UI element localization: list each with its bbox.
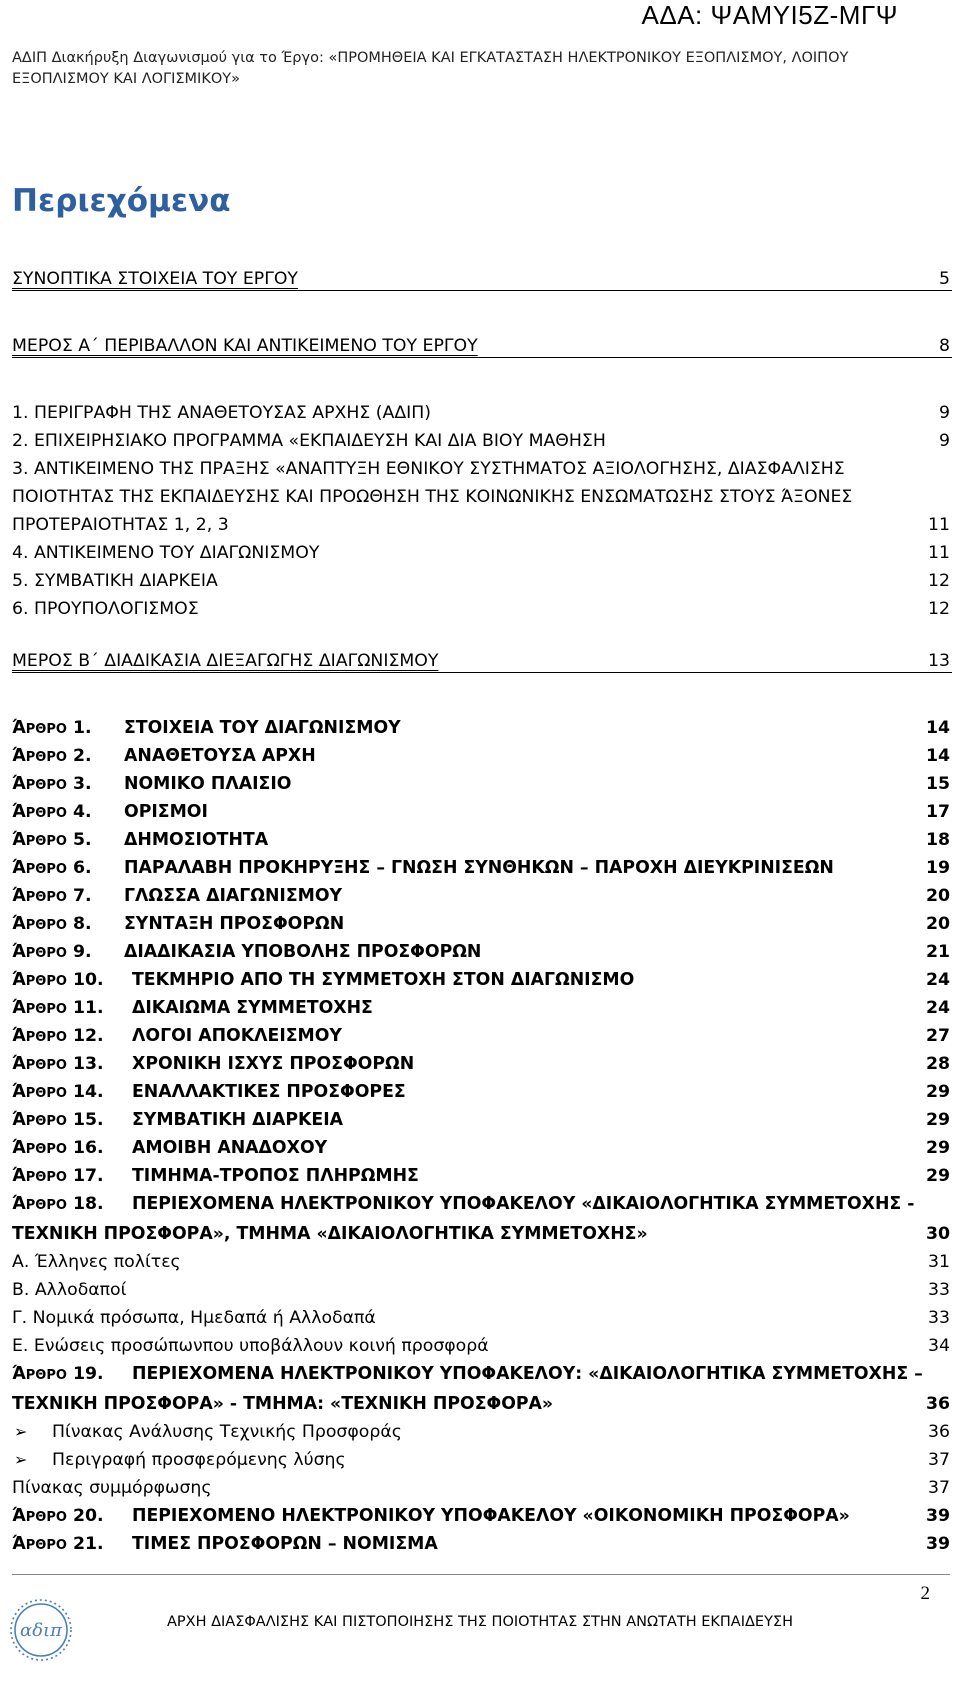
- article-prefix: ΆΡΘΡΟ: [12, 886, 67, 906]
- toc-section[interactable]: [12, 647, 952, 714]
- article-prefix: ΆΡΘΡΟ: [12, 1506, 67, 1526]
- article-number: 14.: [72, 1082, 104, 1102]
- document-header: ΑΔΙΠ Διακήρυξη Διαγωνισμού για το Έργο: «ΠΡΟΜΗΘΕΙΑ ΚΑΙ ΕΓΚΑΤΑΣΤΑΣΗ ΗΛΕΚΤΡΟΝΙΚΟΥ ΕΞΟΠΛΙΣΜΟΥ, ΛΟΙΠΟΥ ΕΞΟΠΛΙΣΜΟΥ ΚΑΙ ΛΟΓΙΣΜΙΚΟΥ»: [12, 50, 849, 87]
- toc-item-title: [12, 1106, 952, 1136]
- toc-page-number: 18: [925, 830, 950, 850]
- toc-page-number: 14: [925, 746, 950, 766]
- toc-item-text: Β. Αλλοδαποί: [12, 1280, 127, 1300]
- toc-subitem[interactable]: [12, 1276, 952, 1304]
- toc-article[interactable]: [12, 1050, 952, 1078]
- toc-item-title: [12, 595, 952, 623]
- toc-article[interactable]: [12, 1360, 952, 1418]
- toc-item-title: [12, 1248, 952, 1276]
- article-label: [12, 742, 124, 772]
- article-label: [12, 1022, 132, 1052]
- table-of-contents: [12, 265, 952, 1558]
- toc-item-text: ΤΙΜΗΜΑ-ΤΡΟΠΟΣ ΠΛΗΡΩΜΗΣ: [132, 1166, 419, 1186]
- toc-section-title: ΣΥΝΟΠΤΙΚΑ ΣΤΟΙΧΕΙΑ ΤΟΥ ΕΡΓΟΥ: [12, 269, 298, 289]
- article-prefix: ΆΡΘΡΟ: [12, 802, 67, 822]
- toc-item-text: ΝΟΜΙΚΟ ΠΛΑΙΣΙΟ: [124, 774, 292, 794]
- article-number: 19.: [72, 1364, 104, 1384]
- toc-item-text: ΤΙΜΕΣ ΠΡΟΣΦΟΡΩΝ – ΝΟΜΙΣΜΑ: [132, 1534, 438, 1554]
- article-label: [12, 938, 124, 968]
- toc-item-title: [12, 1418, 952, 1446]
- toc-article[interactable]: [12, 1106, 952, 1134]
- toc-item-title: [12, 1162, 952, 1192]
- toc-item-text: ΔΗΜΟΣΙΟΤΗΤΑ: [124, 830, 269, 850]
- toc-section[interactable]: [12, 265, 952, 332]
- article-prefix: ΆΡΘΡΟ: [12, 774, 67, 794]
- part-a-list: [12, 399, 952, 623]
- toc-page-number: 9: [939, 431, 950, 451]
- toc-item-text: 4. ΑΝΤΙΚΕΙΜΕΝΟ ΤΟΥ ΔΙΑΓΩΝΙΣΜΟΥ: [12, 543, 320, 563]
- toc-item[interactable]: [12, 539, 952, 567]
- footer-divider: [12, 1574, 950, 1575]
- page-number: 2: [920, 1583, 930, 1604]
- toc-item-title: [12, 539, 952, 567]
- article-prefix: ΆΡΘΡΟ: [12, 914, 67, 934]
- toc-article[interactable]: [12, 1134, 952, 1162]
- article-number: 18.: [72, 1194, 104, 1214]
- toc-item-text: Περιγραφή προσφερόμενης λύσης: [52, 1450, 346, 1470]
- toc-page-number: 5: [939, 269, 950, 289]
- toc-item-text: 5. ΣΥΜΒΑΤΙΚΗ ΔΙΑΡΚΕΙΑ: [12, 571, 218, 591]
- toc-page-number: 27: [925, 1026, 950, 1046]
- toc-item-title: [12, 1332, 952, 1360]
- article-prefix: ΆΡΘΡΟ: [12, 746, 67, 766]
- toc-subitem[interactable]: [12, 1304, 952, 1332]
- toc-item[interactable]: [12, 455, 952, 539]
- arrow-bullet-icon: ➢: [14, 1450, 28, 1469]
- article-prefix: ΆΡΘΡΟ: [12, 1194, 67, 1214]
- toc-article[interactable]: [12, 1162, 952, 1190]
- toc-item-title: [12, 567, 952, 595]
- article-label: [12, 910, 124, 940]
- toc-page-number: 29: [925, 1110, 950, 1130]
- toc-item-title: [12, 1276, 952, 1304]
- toc-page-number: 13: [928, 651, 950, 671]
- toc-page-number: 31: [928, 1252, 950, 1272]
- toc-item-title: [12, 1304, 952, 1332]
- toc-item-title: [12, 798, 952, 828]
- toc-page-number: 21: [925, 942, 950, 962]
- toc-page-number: 30: [925, 1224, 950, 1244]
- toc-item-title: [12, 1134, 952, 1164]
- toc-article[interactable]: [12, 742, 952, 770]
- article-prefix: ΆΡΘΡΟ: [12, 1026, 67, 1046]
- toc-article[interactable]: [12, 770, 952, 798]
- article-prefix: ΆΡΘΡΟ: [12, 1110, 67, 1130]
- toc-page-number: 12: [928, 571, 950, 591]
- toc-page-number: 8: [939, 336, 950, 356]
- article-prefix: ΆΡΘΡΟ: [12, 858, 67, 878]
- toc-article[interactable]: [12, 910, 952, 938]
- toc-item-title: [12, 399, 952, 427]
- article-number: 13.: [72, 1054, 104, 1074]
- toc-item-title: [12, 1360, 952, 1418]
- toc-title: Περιεχόμενα: [12, 183, 231, 219]
- toc-page-number: 11: [928, 543, 950, 563]
- toc-page-number: 12: [928, 599, 950, 619]
- toc-item-text: Ε. Ενώσεις προσώπωνπου υποβάλλουν κοινή προσφορά: [12, 1336, 489, 1356]
- ada-code: ΑΔΑ: ΨΑΜΥΙ5Ζ-ΜΓΨ: [641, 0, 898, 30]
- article-prefix: ΆΡΘΡΟ: [12, 718, 67, 738]
- toc-item-text: ΑΜΟΙΒΗ ΑΝΑΔΟΧΟΥ: [132, 1138, 328, 1158]
- article-number: 7.: [72, 886, 92, 906]
- article-label: [12, 798, 124, 828]
- toc-item-title: [12, 1502, 952, 1532]
- article-number: 9.: [72, 942, 92, 962]
- arrow-bullet-icon: ➢: [14, 1422, 28, 1441]
- article-label: [12, 1360, 132, 1390]
- article-label: [12, 1190, 132, 1220]
- logo-text: αδιπ: [20, 1620, 62, 1641]
- toc-page-number: 24: [925, 970, 950, 990]
- article-number: 10.: [72, 970, 104, 990]
- toc-page-number: 9: [939, 403, 950, 423]
- toc-item-title: [12, 1190, 952, 1248]
- article-label: [12, 714, 124, 744]
- toc-section[interactable]: [12, 332, 952, 399]
- toc-item-title: [12, 742, 952, 772]
- article-number: 2.: [72, 746, 92, 766]
- toc-article[interactable]: [12, 994, 952, 1022]
- footer-text: ΑΡΧΗ ΔΙΑΣΦΑΛΙΣΗΣ ΚΑΙ ΠΙΣΤΟΠΟΙΗΣΗΣ ΤΗΣ ΠΟΙΟΤΗΤΑΣ ΣΤΗΝ ΑΝΩΤΑΤΗ ΕΚΠΑΙΔΕΥΣΗ: [167, 1614, 793, 1630]
- toc-item-title: [12, 770, 952, 800]
- article-prefix: ΆΡΘΡΟ: [12, 1534, 67, 1554]
- toc-article[interactable]: [12, 882, 952, 910]
- article-number: 6.: [72, 858, 92, 878]
- toc-item[interactable]: [12, 567, 952, 595]
- toc-item-text: 2. ΕΠΙΧΕΙΡΗΣΙΑΚΟ ΠΡΟΓΡΑΜΜΑ «ΕΚΠΑΙΔΕΥΣΗ ΚΑΙ ΔΙΑ ΒΙΟΥ ΜΑΘΗΣΗ: [12, 431, 606, 451]
- toc-item-title: [12, 714, 952, 744]
- article-label: [12, 826, 124, 856]
- toc-article[interactable]: [12, 1078, 952, 1106]
- toc-subitem[interactable]: [12, 1474, 952, 1502]
- article-number: 5.: [72, 830, 92, 850]
- toc-item-text: 1. ΠΕΡΙΓΡΑΦΗ ΤΗΣ ΑΝΑΘΕΤΟΥΣΑΣ ΑΡΧΗΣ (ΑΔΙΠ): [12, 403, 432, 423]
- toc-item-text: 6. ΠΡΟΥΠΟΛΟΓΙΣΜΟΣ: [12, 599, 199, 619]
- toc-item-title: [12, 938, 952, 968]
- article-label: [12, 1106, 132, 1136]
- toc-page-number: 33: [928, 1308, 950, 1328]
- toc-item-text: Πίνακας Ανάλυσης Τεχνικής Προσφοράς: [52, 1422, 402, 1442]
- toc-page-number: 20: [925, 914, 950, 934]
- toc-article[interactable]: [12, 826, 952, 854]
- article-label: [12, 770, 124, 800]
- toc-page-number: 29: [925, 1138, 950, 1158]
- toc-item-text: ΠΕΡΙΕΧΟΜΕΝΑ ΗΛΕΚΤΡΟΝΙΚΟΥ ΥΠΟΦΑΚΕΛΟΥ «ΔΙΚΑΙΟΛΟΓΗΤΙΚΑ ΣΥΜΜΕΤΟΧΗΣ - ΤΕΧΝΙΚΗ ΠΡΟΣΦΟΡΑ», ΤΜΗΜΑ «ΔΙΚΑΙΟΛΟΓΗΤΙΚΑ ΣΥΜΜΕΤΟΧΗΣ»: [12, 1194, 915, 1244]
- toc-item-title: [12, 826, 952, 856]
- article-number: 11.: [72, 998, 104, 1018]
- toc-page-number: 36: [925, 1394, 950, 1414]
- article-number: 3.: [72, 774, 92, 794]
- toc-article[interactable]: [12, 1530, 952, 1558]
- article-number: 1.: [72, 718, 92, 738]
- toc-item-text: ΣΥΜΒΑΤΙΚΗ ΔΙΑΡΚΕΙΑ: [132, 1110, 343, 1130]
- toc-article[interactable]: [12, 1022, 952, 1050]
- toc-item-title: [12, 455, 952, 539]
- toc-article[interactable]: [12, 938, 952, 966]
- toc-item-title: [12, 966, 952, 996]
- article-prefix: ΆΡΘΡΟ: [12, 1364, 67, 1384]
- toc-item-title: [12, 994, 952, 1024]
- toc-section-title: ΜΕΡΟΣ Β΄ ΔΙΑΔΙΚΑΣΙΑ ΔΙΕΞΑΓΩΓΗΣ ΔΙΑΓΩΝΙΣΜΟΥ: [12, 651, 439, 671]
- article-prefix: ΆΡΘΡΟ: [12, 1138, 67, 1158]
- toc-item-text: ΔΙΑΔΙΚΑΣΙΑ ΥΠΟΒΟΛΗΣ ΠΡΟΣΦΟΡΩΝ: [124, 942, 482, 962]
- toc-page-number: 24: [925, 998, 950, 1018]
- article-prefix: ΆΡΘΡΟ: [12, 1054, 67, 1074]
- article-number: 12.: [72, 1026, 104, 1046]
- article-label: [12, 994, 132, 1024]
- toc-article[interactable]: [12, 798, 952, 826]
- toc-item-text: ΔΙΚΑΙΩΜΑ ΣΥΜΜΕΤΟΧΗΣ: [132, 998, 373, 1018]
- toc-page-number: 15: [925, 774, 950, 794]
- article-number: 20.: [72, 1506, 104, 1526]
- toc-item-title: [12, 1530, 952, 1560]
- toc-item-text: ΣΥΝΤΑΞΗ ΠΡΟΣΦΟΡΩΝ: [124, 914, 345, 934]
- article-prefix: ΆΡΘΡΟ: [12, 1082, 67, 1102]
- article-label: [12, 1162, 132, 1192]
- article-prefix: ΆΡΘΡΟ: [12, 1166, 67, 1186]
- toc-item-text: ΠΑΡΑΛΑΒΗ ΠΡΟΚΗΡΥΞΗΣ – ΓΝΩΣΗ ΣΥΝΘΗΚΩΝ – ΠΑΡΟΧΗ ΔΙΕΥΚΡΙΝΙΣΕΩΝ: [124, 858, 834, 878]
- toc-item-text: ΠΕΡΙΕΧΟΜΕΝΟ ΗΛΕΚΤΡΟΝΙΚΟΥ ΥΠΟΦΑΚΕΛΟΥ «ΟΙΚΟΝΟΜΙΚΗ ΠΡΟΣΦΟΡΑ»: [132, 1506, 850, 1526]
- toc-section-title: ΜΕΡΟΣ Α΄ ΠΕΡΙΒΑΛΛΟΝ ΚΑΙ ΑΝΤΙΚΕΙΜΕΝΟ ΤΟΥ ΕΡΓΟΥ: [12, 336, 478, 356]
- toc-item-text: ΑΝΑΘΕΤΟΥΣΑ ΑΡΧΗ: [124, 746, 316, 766]
- toc-item-title: [12, 1474, 952, 1502]
- article-label: [12, 1530, 132, 1560]
- toc-page-number: 37: [928, 1478, 950, 1498]
- toc-subitem[interactable]: [12, 1332, 952, 1360]
- toc-item-title: [12, 1078, 952, 1108]
- article-label: [12, 966, 132, 996]
- toc-item-title: [12, 910, 952, 940]
- article-label: [12, 854, 124, 884]
- toc-page-number: 34: [928, 1336, 950, 1356]
- toc-item-text: ΠΕΡΙΕΧΟΜΕΝΑ ΗΛΕΚΤΡΟΝΙΚΟΥ ΥΠΟΦΑΚΕΛΟΥ: «ΔΙΚΑΙΟΛΟΓΗΤΙΚΑ ΣΥΜΜΕΤΟΧΗΣ – ΤΕΧΝΙΚΗ ΠΡΟΣΦΟΡΑ» - ΤΜΗΜΑ: «ΤΕΧΝΙΚΗ ΠΡΟΣΦΟΡΑ»: [12, 1364, 923, 1414]
- toc-page-number: 28: [925, 1054, 950, 1074]
- toc-page-number: 20: [925, 886, 950, 906]
- toc-subitem[interactable]: [12, 1446, 952, 1474]
- toc-page-number: 29: [925, 1166, 950, 1186]
- toc-item-title: [12, 1050, 952, 1080]
- toc-item-title: [12, 1022, 952, 1052]
- article-list: [12, 714, 952, 1558]
- article-label: [12, 1502, 132, 1532]
- toc-page-number: 17: [925, 802, 950, 822]
- toc-page-number: 19: [925, 858, 950, 878]
- toc-item[interactable]: [12, 595, 952, 623]
- toc-article[interactable]: [12, 714, 952, 742]
- adip-logo: [8, 1594, 74, 1668]
- toc-item-title: [12, 427, 952, 455]
- toc-item-text: ΣΤΟΙΧΕΙΑ ΤΟΥ ΔΙΑΓΩΝΙΣΜΟΥ: [124, 718, 401, 738]
- toc-item[interactable]: [12, 399, 952, 427]
- article-prefix: ΆΡΘΡΟ: [12, 942, 67, 962]
- article-number: 17.: [72, 1166, 104, 1186]
- toc-page-number: 39: [925, 1506, 950, 1526]
- toc-page-number: 11: [928, 515, 950, 535]
- toc-item-title: [12, 854, 952, 884]
- toc-item-title: [12, 882, 952, 912]
- toc-item-text: ΧΡΟΝΙΚΗ ΙΣΧΥΣ ΠΡΟΣΦΟΡΩΝ: [132, 1054, 415, 1074]
- toc-item-title: [12, 1446, 952, 1474]
- article-prefix: ΆΡΘΡΟ: [12, 998, 67, 1018]
- toc-item[interactable]: [12, 427, 952, 455]
- toc-item-text: ΓΛΩΣΣΑ ΔΙΑΓΩΝΙΣΜΟΥ: [124, 886, 343, 906]
- toc-page-number: 14: [925, 718, 950, 738]
- toc-subitem[interactable]: [12, 1248, 952, 1276]
- toc-article[interactable]: [12, 1502, 952, 1530]
- article-number: 21.: [72, 1534, 104, 1554]
- article-label: [12, 1050, 132, 1080]
- article-number: 15.: [72, 1110, 104, 1130]
- toc-page-number: 39: [925, 1534, 950, 1554]
- toc-item-text: ΛΟΓΟΙ ΑΠΟΚΛΕΙΣΜΟΥ: [132, 1026, 342, 1046]
- article-number: 4.: [72, 802, 92, 822]
- toc-page-number: 37: [928, 1450, 950, 1470]
- article-number: 16.: [72, 1138, 104, 1158]
- article-label: [12, 1078, 132, 1108]
- toc-item-text: Α. Έλληνες πολίτες: [12, 1252, 181, 1272]
- toc-item-text: ΕΝΑΛΛΑΚΤΙΚΕΣ ΠΡΟΣΦΟΡΕΣ: [132, 1082, 406, 1102]
- article-label: [12, 882, 124, 912]
- toc-article[interactable]: [12, 854, 952, 882]
- toc-page-number: 36: [928, 1422, 950, 1442]
- toc-item-text: 3. ΑΝΤΙΚΕΙΜΕΝΟ ΤΗΣ ΠΡΑΞΗΣ «ΑΝΑΠΤΥΞΗ ΕΘΝΙΚΟΥ ΣΥΣΤΗΜΑΤΟΣ ΑΞΙΟΛΟΓΗΣΗΣ, ΔΙΑΣΦΑΛΙΣΗΣ ΠΟΙΟΤΗΤΑΣ ΤΗΣ ΕΚΠΑΙΔΕΥΣΗΣ ΚΑΙ ΠΡΟΩΘΗΣΗ ΤΗΣ ΚΟΙΝΩΝΙΚΗΣ ΕΝΣΩΜΑΤΩΣΗΣ ΣΤΟΥΣ ΆΞΟΝΕΣ ΠΡΟΤΕΡΑΙΟΤΗΤΑΣ 1, 2, 3: [12, 459, 853, 535]
- toc-item-text: Γ. Νομικά πρόσωπα, Ημεδαπά ή Αλλοδαπά: [12, 1308, 376, 1328]
- article-prefix: ΆΡΘΡΟ: [12, 830, 67, 850]
- toc-article[interactable]: [12, 1190, 952, 1248]
- toc-page-number: 29: [925, 1082, 950, 1102]
- article-label: [12, 1134, 132, 1164]
- toc-item-text: ΟΡΙΣΜΟΙ: [124, 802, 208, 822]
- toc-item-text: ΤΕΚΜΗΡΙΟ ΑΠΟ ΤΗ ΣΥΜΜΕΤΟΧΗ ΣΤΟΝ ΔΙΑΓΩΝΙΣΜΟ: [132, 970, 635, 990]
- article-number: 8.: [72, 914, 92, 934]
- toc-article[interactable]: [12, 966, 952, 994]
- toc-page-number: 33: [928, 1280, 950, 1300]
- toc-subitem[interactable]: [12, 1418, 952, 1446]
- article-prefix: ΆΡΘΡΟ: [12, 970, 67, 990]
- toc-item-text: Πίνακας συμμόρφωσης: [12, 1478, 212, 1498]
